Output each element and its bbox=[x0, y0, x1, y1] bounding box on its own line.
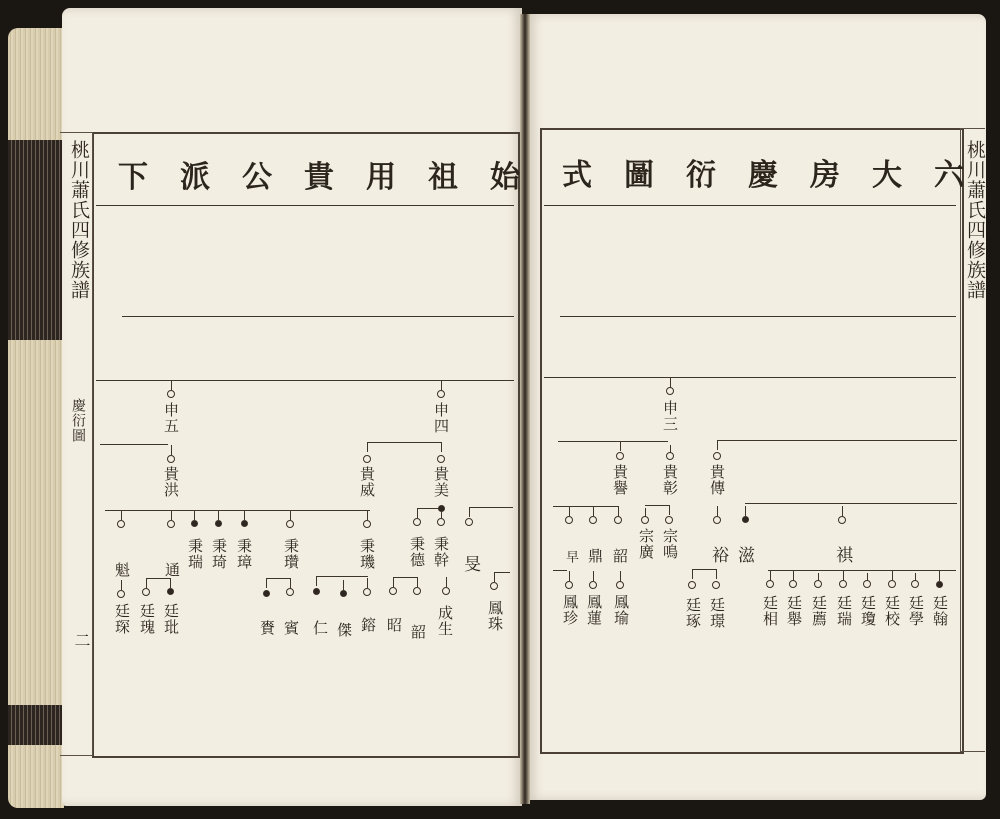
left-page-title: 始祖用貴公派下 bbox=[118, 160, 552, 195]
name-qi: 祺 bbox=[832, 546, 852, 564]
name-guiyu: 貴譽 bbox=[611, 464, 629, 496]
name-tingqiong: 廷瓊 bbox=[859, 595, 877, 627]
name-bingqi: 秉琦 bbox=[210, 538, 228, 570]
left-rule-3 bbox=[96, 380, 514, 381]
name-jie: 傑 bbox=[335, 622, 353, 638]
name-tingju: 廷舉 bbox=[785, 595, 803, 627]
name-tingchen: 廷琛 bbox=[113, 603, 131, 635]
edge-band-bottom bbox=[8, 705, 64, 745]
right-page-title: 六大房慶衍圖式 bbox=[562, 158, 996, 193]
name-guihong: 貴洪 bbox=[162, 466, 180, 498]
name-binggan: 秉幹 bbox=[432, 536, 450, 568]
name-kui: 魁 bbox=[113, 562, 131, 578]
name-tong: 通 bbox=[163, 562, 181, 578]
name-chengsheng: 成生 bbox=[436, 605, 454, 637]
name-tingzhuo: 廷琢 bbox=[684, 597, 702, 629]
name-zhao: 昭 bbox=[385, 617, 403, 633]
name-tingxiang: 廷相 bbox=[761, 595, 779, 627]
node-tong bbox=[167, 520, 175, 528]
name-shao-r: 韶 bbox=[611, 548, 629, 564]
name-tinggui: 廷瑰 bbox=[138, 603, 156, 635]
name-shen3: 申三 bbox=[661, 400, 679, 432]
name-shen4: 申四 bbox=[432, 402, 450, 434]
node-guimei bbox=[437, 455, 445, 463]
name-min: 旻 bbox=[460, 555, 480, 573]
node-shen3 bbox=[666, 387, 674, 395]
name-zongming: 宗鳴 bbox=[661, 528, 679, 560]
name-shao: 韶 bbox=[409, 624, 427, 640]
name-bingji: 秉璣 bbox=[358, 538, 376, 570]
name-tingjing: 廷璟 bbox=[708, 597, 726, 629]
name-tingpi: 廷玭 bbox=[162, 603, 180, 635]
name-tinghan: 廷翰 bbox=[931, 595, 949, 627]
name-fengyu: 鳳瑜 bbox=[612, 594, 630, 626]
name-zi: 滋 bbox=[734, 546, 754, 564]
right-rule-2 bbox=[560, 316, 956, 317]
name-tingxiao: 廷校 bbox=[883, 595, 901, 627]
node-kui bbox=[117, 520, 125, 528]
name-zao: 早 bbox=[563, 550, 578, 564]
left-rule-2 bbox=[122, 316, 514, 317]
name-bin: 賓 bbox=[282, 620, 300, 636]
left-section-label: 慶衍圖 bbox=[70, 398, 86, 443]
name-tingxue: 廷學 bbox=[907, 595, 925, 627]
name-guiwei: 貴威 bbox=[358, 466, 376, 498]
right-rule-1 bbox=[544, 205, 956, 206]
name-bingzhang: 秉璋 bbox=[235, 538, 253, 570]
name-fengzhen: 鳳珍 bbox=[561, 594, 579, 626]
name-bingrui: 秉瑞 bbox=[186, 538, 204, 570]
edge-band-top bbox=[8, 140, 64, 340]
book-gutter bbox=[520, 14, 530, 804]
name-tingjian: 廷薦 bbox=[810, 595, 828, 627]
name-shen5: 申五 bbox=[162, 402, 180, 434]
right-spine-title: 桃川蕭氏四修族譜 bbox=[964, 140, 986, 300]
right-rule-3 bbox=[544, 377, 956, 378]
name-lai: 賚 bbox=[258, 620, 276, 636]
node-shen5 bbox=[167, 390, 175, 398]
name-fengzhu: 鳳珠 bbox=[486, 600, 504, 632]
name-yu: 裕 bbox=[708, 546, 728, 564]
name-zongguang: 宗廣 bbox=[637, 528, 655, 560]
name-guizhang: 貴彰 bbox=[661, 464, 679, 496]
name-rong: 鎔 bbox=[359, 617, 377, 633]
node-guiwei bbox=[363, 455, 371, 463]
name-guichuan: 貴傳 bbox=[708, 464, 726, 496]
name-bingde: 秉德 bbox=[408, 536, 426, 568]
node-shen4 bbox=[437, 390, 445, 398]
name-tingrui: 廷瑞 bbox=[835, 595, 853, 627]
name-fenglian: 鳳蓮 bbox=[585, 594, 603, 626]
left-spine-title: 桃川蕭氏四修族譜 bbox=[68, 140, 90, 300]
name-guimei: 貴美 bbox=[432, 466, 450, 498]
left-page-number: 二 bbox=[72, 632, 91, 649]
left-frame bbox=[92, 132, 520, 758]
node-guihong bbox=[167, 455, 175, 463]
name-ding: 鼎 bbox=[586, 548, 604, 564]
name-bingzan: 秉瓚 bbox=[282, 538, 300, 570]
left-rule-1 bbox=[96, 205, 514, 206]
name-ren: 仁 bbox=[311, 620, 329, 636]
